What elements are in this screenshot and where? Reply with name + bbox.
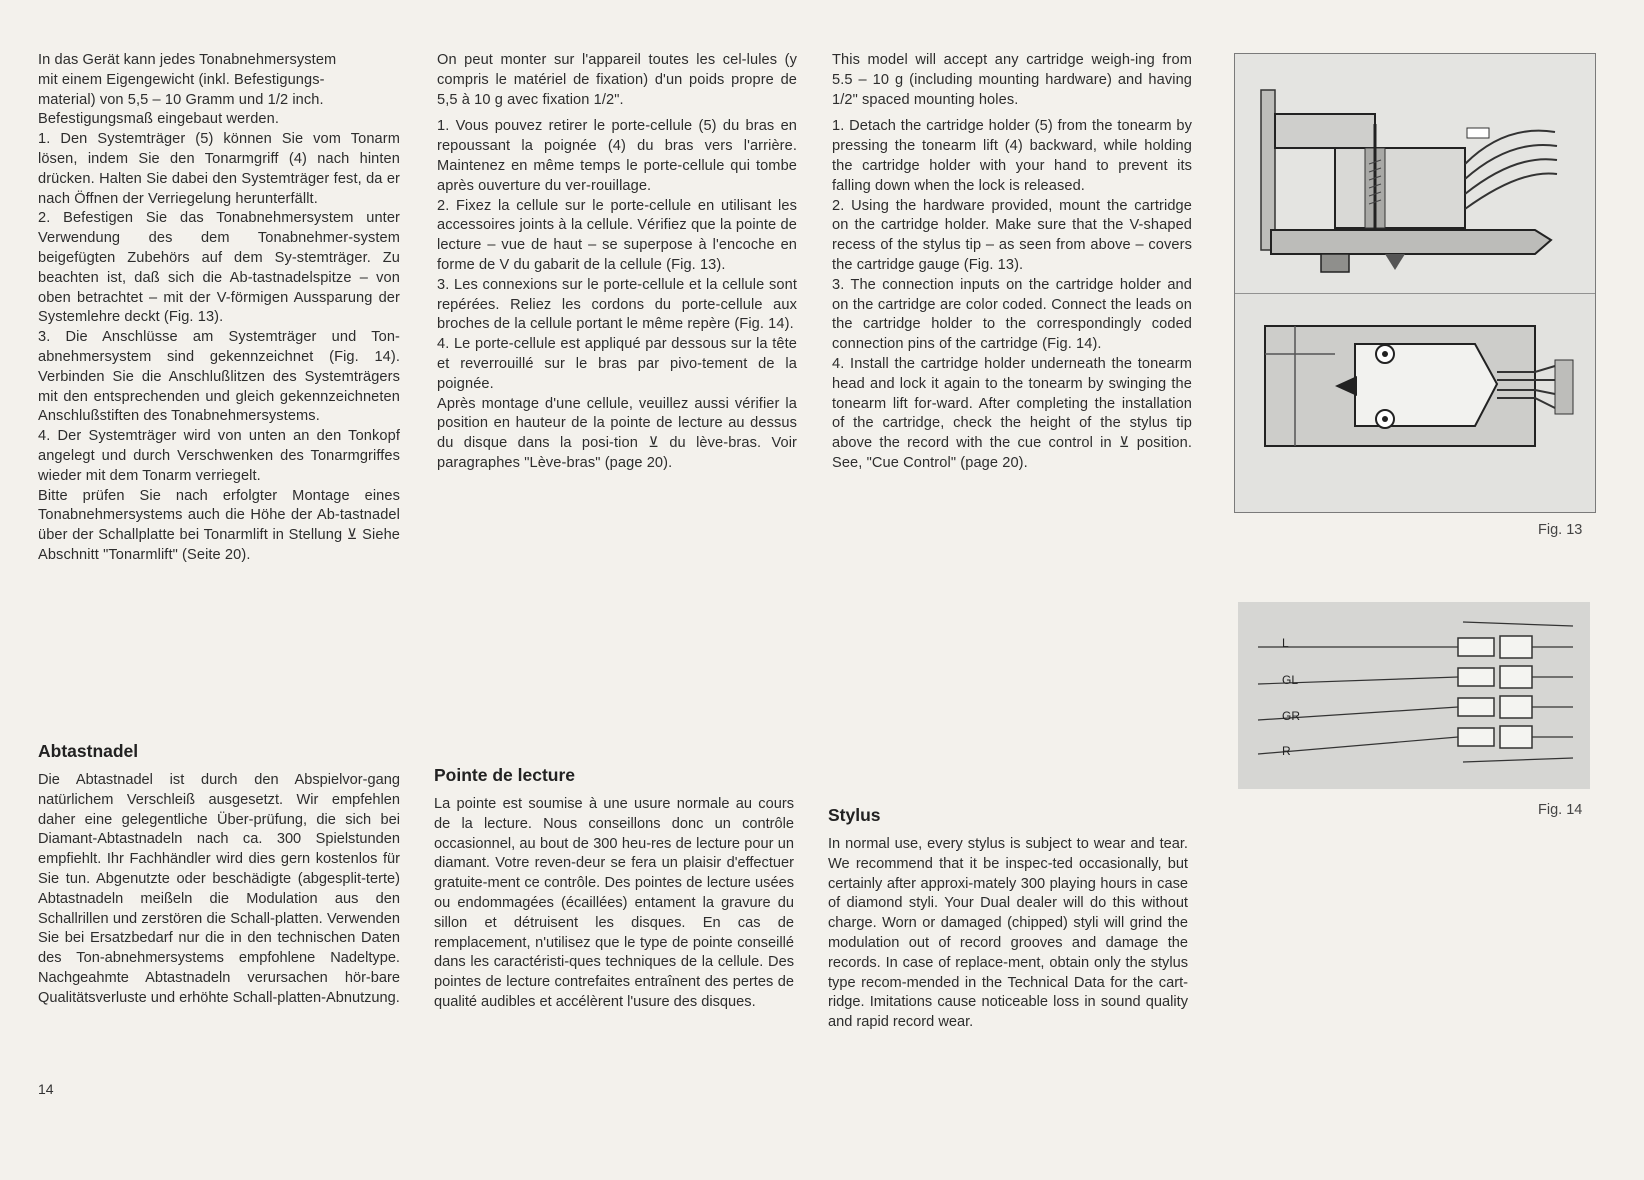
french-step-3: 3. Les connexions sur le porte-cellule et la cellule sont repérées. Reliez les cordons du porte-cellule aux broches de la cellule portant le même repère (Fig. 14). [437, 276, 797, 333]
french-instructions [437, 51, 797, 474]
english-step-1: 1. Detach the cartridge holder (5) from the tonearm by pressing the tonearm lift (4) backward, while holding the cartridge holder with your hand to prevent its falling down when the lock is released. [832, 118, 1192, 194]
german-note: Bitte prüfen Sie nach erfolgter Montage eines Tonabnehmersystems auch die Höhe der Ab-tastnadel über der Schallplatte bei Tonarmlift in Stellung ⊻ Siehe Abschnitt "Tonarmlift" (Seite 20). [38, 487, 400, 563]
figure-14-wiring [1238, 602, 1590, 789]
german-section-text: Die Abtastnadel ist durch den Abspielvor-gang natürlichem Verschleiß ausgesetzt. Wir empfehlen daher eine gelegentliche Über-prüfung, die sich bei Diamant-Abtastnadeln nach ca. 300 Spielstunden empfiehlt. Ihr Fachhändler wird dies gern kostenlos für Sie tun. Abgenutzte oder beschädigte (abgesplit-terte) Abtastnadeln meißeln die Modulation aus den Schallrillen und zerstören die Schall-platten. Verwenden Sie bei Ersatzbedarf nur die in den technischen Daten des Ton-abnehmersystems empfohlene Nadeltype. Nachgeahmte Abtastnadeln verursachen hör-bare Qualitätsverluste und erhöhte Schall-platten-Abnutzung. [38, 772, 400, 1006]
german-intro-line: Befestigungsmaß eingebaut werden. [38, 111, 280, 128]
wiring-diagram-icon [1238, 602, 1590, 789]
german-step-4: 4. Der Systemträger wird von unten an den Tonkopf angelegt und durch Verschwenken des Tonarmgriffes wieder mit dem Tonarm verriegelt. [38, 428, 400, 484]
cartridge-drawing-icon [1235, 54, 1595, 512]
wire-label-gr: GR [1282, 709, 1300, 723]
english-section-text: In normal use, every stylus is subject to wear and tear. We recommend that it be inspec-ted occasionally, but certainly after approxi-mately 300 playing hours in case of diamond styli. Your Dual dealer will do this without charge. Worn or damaged (chipped) styli will grind the modulation out of record grooves and damage the records. In case of replace-ment, obtain only the stylus type recom-mended in the Technical Data for the cart-ridge. Imitations cause noticeable loss in sound quality and rapid record wear. [828, 836, 1188, 1031]
figure-13-caption: Fig. 13 [1538, 522, 1583, 538]
french-section-title: Pointe de lecture [434, 765, 576, 785]
english-step-3: 3. The connection inputs on the cartridge holder and on the cartridge are color coded. Connect the leads on the cartridge holder to the correspondingly coded connection pins of the cartridge (Fig. 14). [832, 276, 1192, 353]
wire-label-r: R [1282, 744, 1291, 758]
german-intro-line: mit einem Eigengewicht (inkl. Befestigungs- [38, 71, 325, 88]
english-step-2: 2. Using the hardware provided, mount the cartridge on the cartridge holder. Make sure that the V-shaped recess of the stylus tip – as seen from above – covers the cartridge gauge (Fig. 13). [832, 197, 1192, 273]
wire-label-gl: GL [1282, 673, 1299, 687]
german-intro-line: material) von 5,5 – 10 Gramm und 1/2 inch. [38, 91, 324, 108]
english-step-4: 4. Install the cartridge holder underneath the tonearm head and lock it again to the tonearm by swinging the tonearm lift for-ward. After completing the installation of the cartridge, check the height of the stylus tip above the record with the cue control in ⊻ position. See, "Cue Control" (page 20). [832, 355, 1192, 471]
french-intro: On peut monter sur l'appareil toutes les cel-lules (y compris le matériel de fixation) d'un poids propre de 5,5 à 10 g avec fixation 1/2". [437, 52, 797, 108]
french-note: Après montage d'une cellule, veuillez aussi vérifier la position en hauteur de la pointe de lecture au dessus du disque dans la posi-tion ⊻ du lève-bras. Voir paragraphes "Lève-bras" (page 20). [437, 395, 797, 471]
french-step-4: 4. Le porte-cellule est appliqué par dessous sur la tête et reverrouillé sur le bras par pivo-tement de la poignée. [437, 336, 797, 392]
page-number: 14 [38, 1081, 54, 1097]
german-step-2: 2. Befestigen Sie das Tonabnehmersystem unter Verwendung des dem Tonabnehmer-system beigefügten Zubehörs auf dem Sy-stemträger. Zu beachten ist, daß sich die Ab-tastnadelspitze – von oben betrachtet – mit der V-förmigen Aussparung der Systemlehre deckt (Fig. 13). [38, 210, 400, 326]
figure-14-caption: Fig. 14 [1538, 802, 1583, 818]
english-instructions [832, 51, 1192, 474]
wire-label-l: L [1282, 636, 1289, 650]
german-step-1: 1. Den Systemträger (5) können Sie vom Tonarm lösen, indem Sie den Tonarmgriff (4) nach hinten drücken. Halten Sie dabei den Systemträger fest, da er nach Öffnen der Verriegelung herunterfällt. [38, 131, 400, 207]
french-step-2: 2. Fixez la cellule sur le porte-cellule en utilisant les accessoires joints à la cellule. Vérifiez que la pointe de lecture – vue de haut – se superpose à l'encoche en forme de V du gabarit de la cellule (Fig. 13). [437, 197, 797, 273]
english-section-title: Stylus [828, 805, 881, 825]
german-instructions [38, 51, 400, 566]
english-intro: This model will accept any cartridge weigh-ing from 5.5 – 10 g (including mounting hardware) and having 1/2" spaced mounting holes. [832, 52, 1192, 108]
german-step-3: 3. Die Anschlüsse am Systemträger und Ton-abnehmersystem sind gekennzeichnet (Fig. 14). Verbinden Sie die Anschlußlitzen des Systemträgers mit den entsprechenden und gleich gekennzeichneten Anschlußstiften des Tonabnehmersystems. [38, 329, 400, 425]
french-step-1: 1. Vous pouvez retirer le porte-cellule (5) du bras en repoussant la poignée (4) du bras vers l'arrière. Maintenez en même temps le porte-cellule qui tombe après ouverture du ver-rouillage. [437, 118, 797, 194]
german-section-title: Abtastnadel [38, 741, 139, 761]
figure-13-cartridge-holder [1234, 53, 1596, 513]
german-intro-line: In das Gerät kann jedes Tonabnehmersystem [38, 52, 337, 68]
french-section-text: La pointe est soumise à une usure normale au cours de la lecture. Nous conseillons donc un contrôle occasionnel, au bout de 300 heu-res de lecture pour un diamant. Votre reven-deur se fera un plaisir d'effectuer gratuite-ment ce contrôle. Des pointes de lecture usées ou endommagées (écaillées) entament la gravure du sillon et détruisent les disques. En cas de remplacement, n'utilisez que le type de pointe conseillé dans les caractéristi-ques techniques de la cellule. Des pointes de lecture contrefaites entraînent des pertes de qualité audibles et accélèrent l'usure des disques. [434, 796, 794, 1010]
